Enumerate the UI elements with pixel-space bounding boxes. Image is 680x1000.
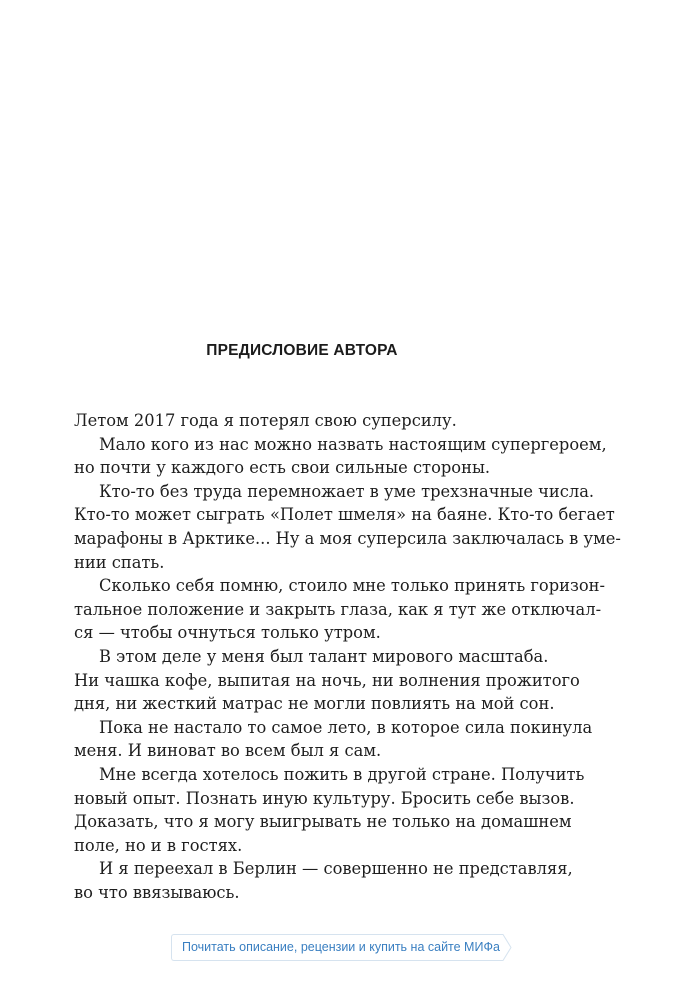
text-line: Пока не настало то самое лето, в которое сила покинула [99,717,593,737]
text-line: Мало кого из нас можно назвать настоящим супергероем, [99,434,607,454]
text-line: нии спать. [74,552,165,572]
text-line: В этом деле у меня был талант мирового масштаба. [99,646,549,666]
text-line: Доказать, что я могу выигрывать не только на домашнем [74,812,572,832]
text-line: но почти у каждого есть свои сильные стороны. [74,458,491,478]
text-line: во что ввязываюсь. [74,882,240,902]
buy-link-button[interactable]: Почитать описание, рецензии и купить на сайте МИФа [171,934,501,961]
text-line: Ни чашка кофе, выпитая на ночь, ни волнения прожитого [74,670,580,690]
body-text [74,409,621,904]
text-line: Мне всегда хотелось пожить в другой стране. Получить [99,764,585,784]
text-line: тальное положение и закрыть глаза, как я тут же отключал- [74,599,602,619]
text-line: ся — чтобы очнуться только утром. [74,623,381,643]
text-line: Кто-то может сыграть «Полет шмеля» на баяне. Кто-то бегает [74,505,615,525]
text-line: Кто-то без труда перемножает в уме трехзначные числа. [99,481,595,501]
text-line: меня. И виноват во всем был я сам. [74,741,382,761]
text-line: новый опыт. Познать иную культуру. Бросить себе вызов. [74,788,575,808]
text-line: Летом 2017 года я потерял свою суперсилу. [74,411,457,430]
chapter-heading: ПРЕДИСЛОВИЕ АВТОРА [206,342,398,359]
text-line: поле, но и в гостях. [74,835,243,855]
text-line: дня, ни жесткий матрас не могли повлиять на мой сон. [74,694,555,714]
text-line: марафоны в Арктике... Ну а моя суперсила заключалась в уме- [74,528,621,548]
text-line: И я переехал в Берлин — совершенно не представляя, [99,859,573,879]
text-line: Сколько себя помню, стоило мне только принять горизон- [99,576,606,596]
